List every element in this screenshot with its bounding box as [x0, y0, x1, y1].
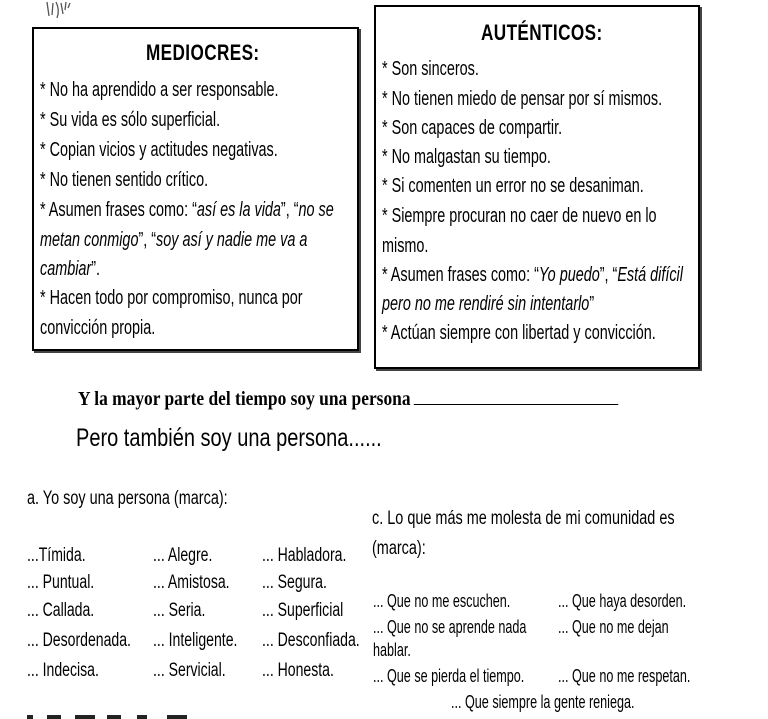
- autenticos-line: * Actúan siempre con libertad y convicción.: [382, 322, 656, 344]
- option-superficial[interactable]: ... Superficial: [262, 600, 344, 621]
- mediocres-line: * Su vida es sólo superficial.: [40, 109, 221, 131]
- mediocres-line: * No tienen sentido crítico.: [40, 169, 209, 191]
- option-honesta[interactable]: ... Honesta.: [262, 660, 334, 681]
- option-amistosa[interactable]: ... Amistosa.: [153, 572, 230, 593]
- autenticos-line: * Asumen frases como: “Yo puedo”, “Está difícil: [382, 264, 683, 286]
- answer-blank[interactable]: [414, 404, 618, 405]
- option-alegre[interactable]: ... Alegre.: [153, 545, 213, 566]
- autenticos-line: * Siempre procuran no caer de nuevo en lo: [382, 205, 657, 227]
- mediocres-line: metan conmigo”, “soy así y nadie me va a: [40, 229, 308, 251]
- question-sub: Pero también soy una persona......: [76, 424, 382, 452]
- scribble-mark: [44, 0, 84, 22]
- option-inteligente[interactable]: ... Inteligente.: [153, 630, 238, 651]
- mediocres-line: * No ha aprendido a ser responsable.: [40, 79, 279, 101]
- autenticos-line: pero no me rendiré sin intentarlo”: [382, 293, 595, 315]
- question-main: Y la mayor parte del tiempo soy una persona: [78, 388, 618, 411]
- option-no-se-aprende[interactable]: ... Que no se aprende nada: [373, 617, 527, 637]
- option-pierda-tiempo[interactable]: ... Que se pierda el tiempo.: [373, 666, 525, 686]
- option-no-escuchen[interactable]: ... Que no me escuchen.: [373, 591, 511, 611]
- option-timida[interactable]: ...Tímida.: [27, 545, 86, 566]
- option-desconfiada[interactable]: ... Desconfiada.: [262, 630, 360, 651]
- mediocres-line: * Asumen frases como: “así es la vida”, “no se: [40, 199, 334, 221]
- option-puntual[interactable]: ... Puntual.: [27, 572, 95, 593]
- mediocres-line: * Copian vicios y actitudes negativas.: [40, 139, 278, 161]
- section-c-heading: c. Lo que más me molesta de mi comunidad es: [372, 508, 675, 529]
- option-callada[interactable]: ... Callada.: [27, 600, 95, 621]
- mediocres-title: MEDIOCRES:: [146, 40, 260, 65]
- section-c-heading-cont: (marca):: [372, 538, 426, 559]
- option-seria[interactable]: ... Seria.: [153, 600, 206, 621]
- option-indecisa[interactable]: ... Indecisa.: [27, 660, 99, 681]
- autenticos-line: * Si comenten un error no se desaniman.: [382, 175, 644, 197]
- mediocres-line: convicción propia.: [40, 317, 156, 339]
- section-a-heading: a. Yo soy una persona (marca):: [27, 488, 228, 509]
- autenticos-title: AUTÉNTICOS:: [481, 20, 603, 45]
- autenticos-line: * Son sinceros.: [382, 58, 479, 80]
- option-no-se-aprende-cont: hablar.: [373, 640, 411, 660]
- option-no-respetan[interactable]: ... Que no me respetan.: [558, 666, 691, 686]
- option-servicial[interactable]: ... Servicial.: [153, 660, 226, 681]
- option-segura[interactable]: ... Segura.: [262, 572, 327, 593]
- autenticos-line: * Son capaces de compartir.: [382, 117, 563, 139]
- autenticos-line: * No tienen miedo de pensar por sí mismos.: [382, 88, 663, 110]
- option-habladora[interactable]: ... Habladora.: [262, 545, 347, 566]
- option-no-me-dejan[interactable]: ... Que no me dejan: [558, 617, 669, 637]
- cutoff-text-fragment: [27, 711, 207, 719]
- autenticos-line: mismo.: [382, 235, 429, 257]
- option-gente-reniega[interactable]: ... Que siempre la gente reniega.: [451, 692, 635, 712]
- option-haya-desorden[interactable]: ... Que haya desorden.: [558, 591, 687, 611]
- mediocres-line: cambiar”.: [40, 258, 101, 280]
- autenticos-line: * No malgastan su tiempo.: [382, 146, 551, 168]
- option-desordenada[interactable]: ... Desordenada.: [27, 630, 131, 651]
- mediocres-line: * Hacen todo por compromiso, nunca por: [40, 287, 303, 309]
